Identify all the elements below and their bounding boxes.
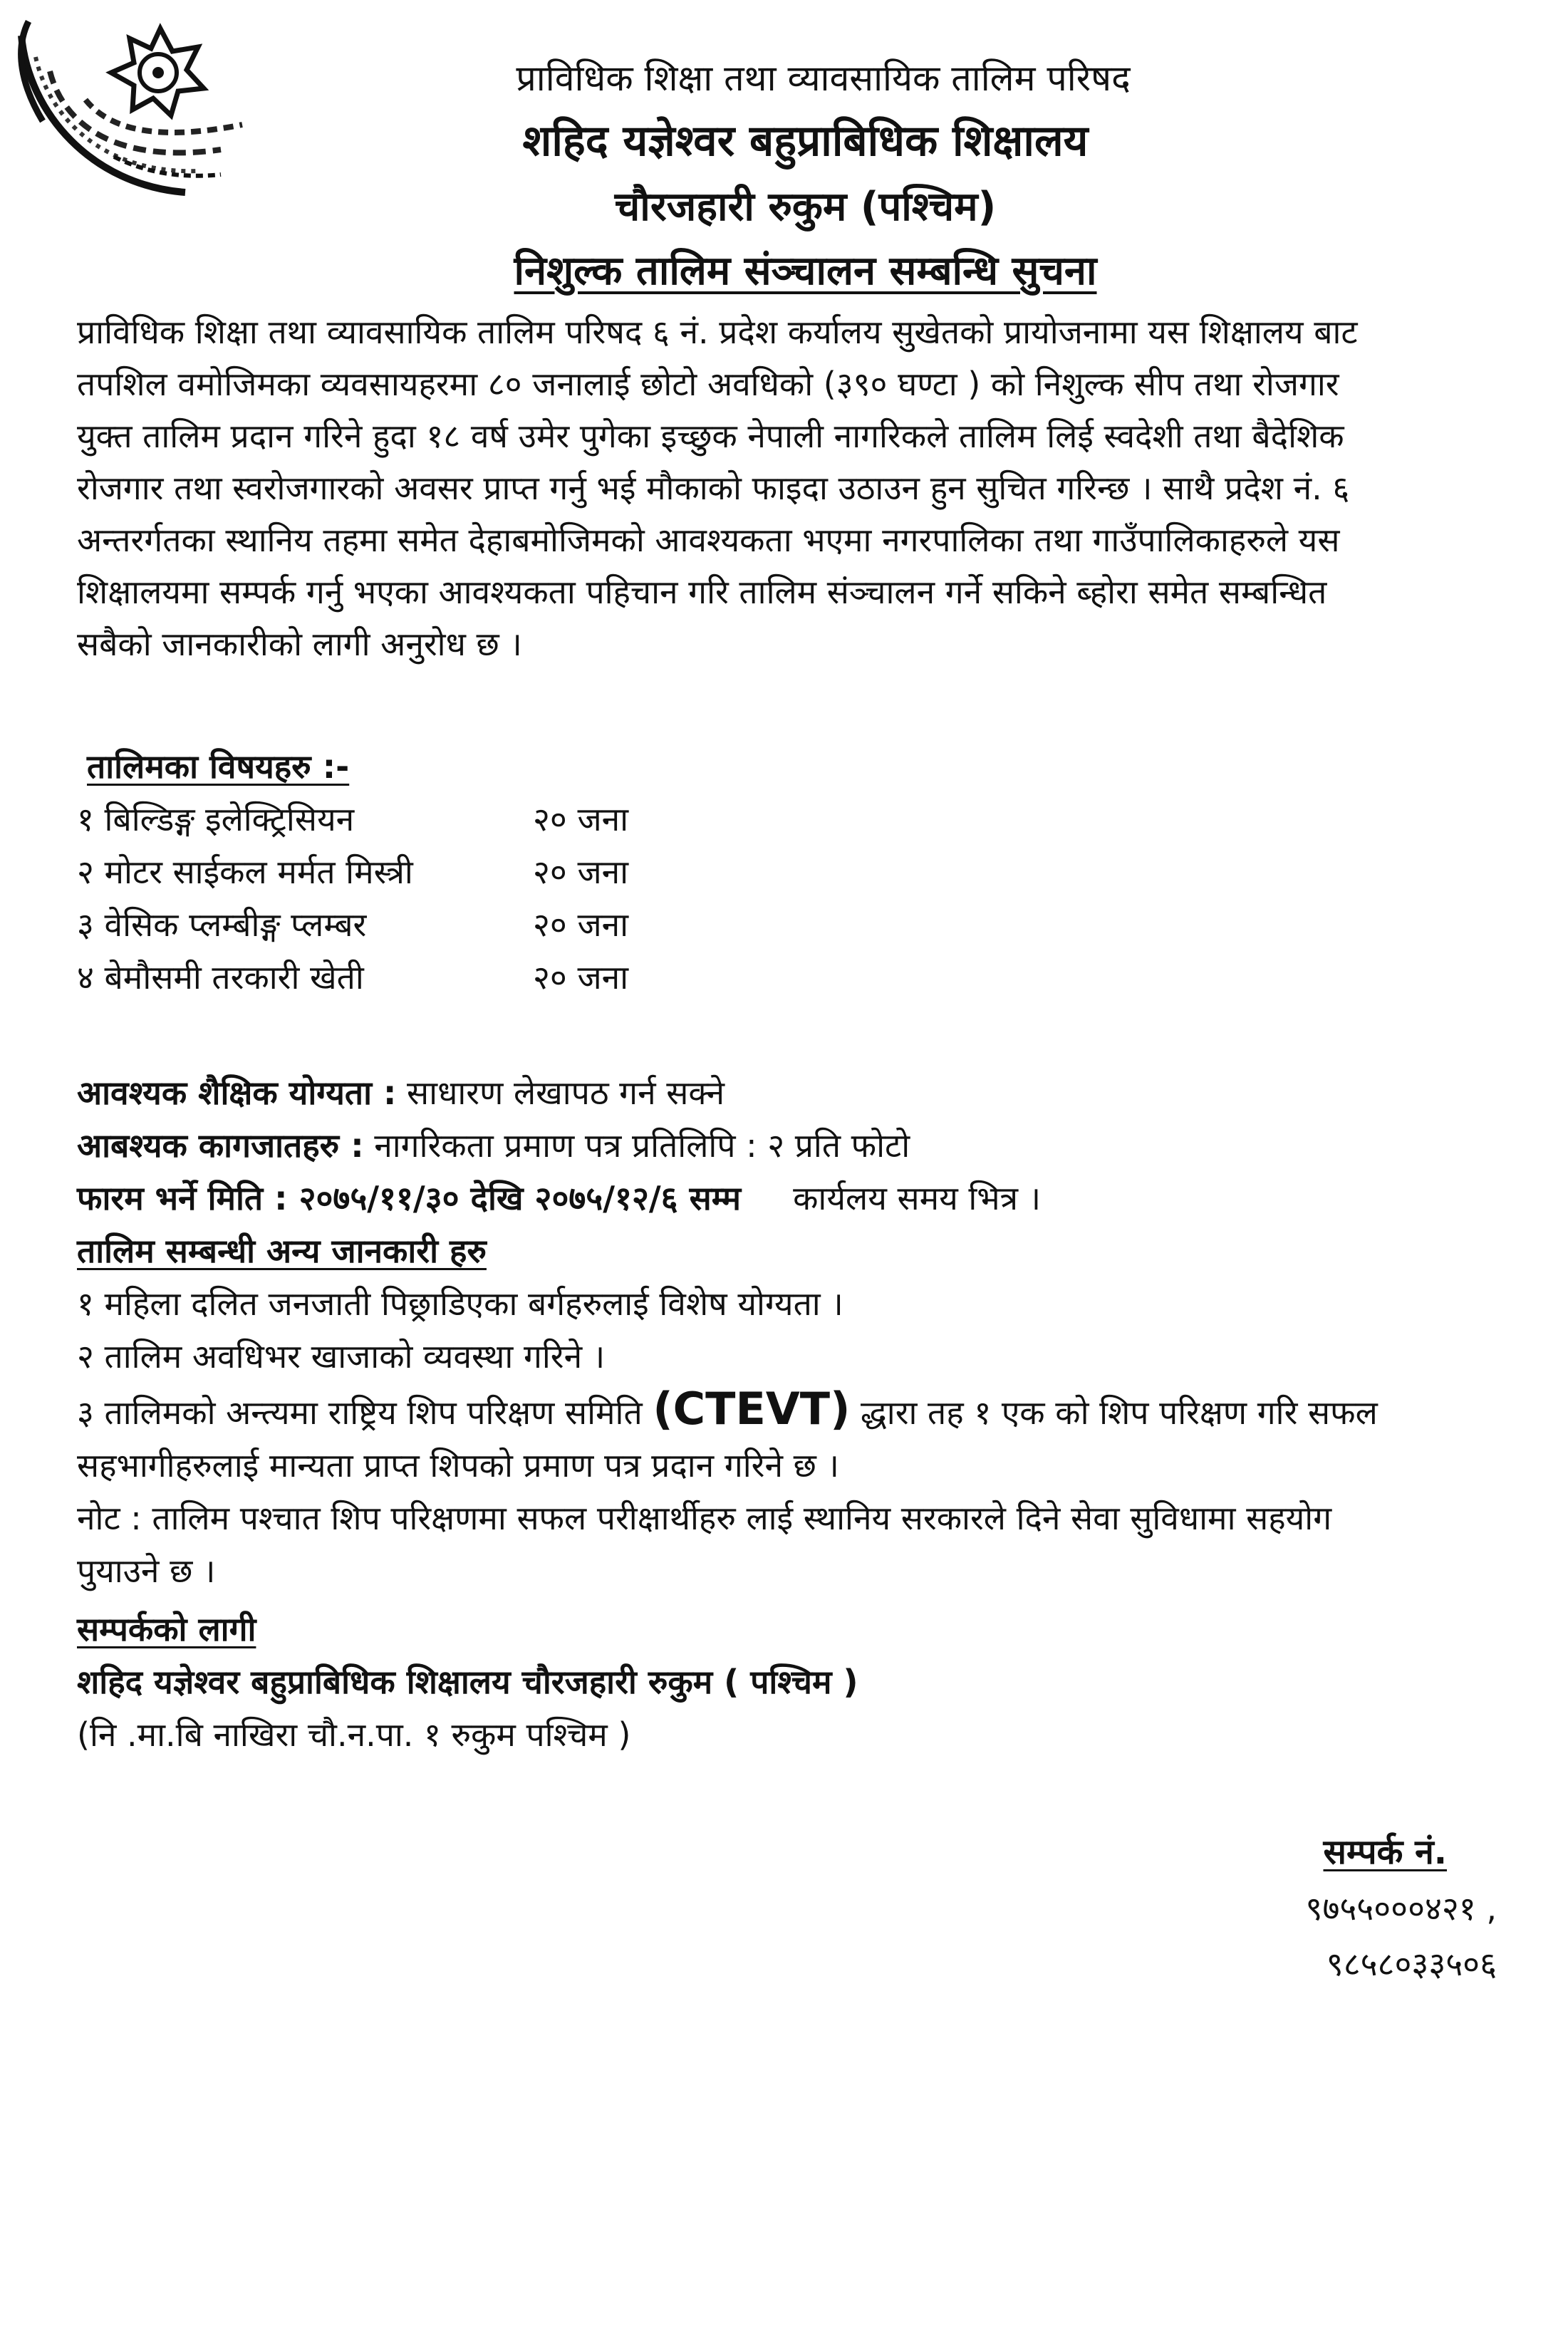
contact-school-name: शहिद यज्ञेश्वर बहुप्राबिधिक शिक्षालय चौरजहारी रुकुम ( पश्चिम )	[77, 1663, 858, 1701]
documents-row	[77, 1119, 1495, 1172]
contact-number-label: सम्पर्क नं.	[1323, 1832, 1447, 1872]
intro-line: तपशिल वमोजिमका व्यवसायहरमा ८० जनालाई छोटो अवधिको (३९० घण्टा ) को निशुल्क सीप तथा रोजगार	[77, 365, 1339, 403]
note-line: नोट : तालिम पश्चात शिप परिक्षणमा सफल परीक्षार्थीहरु लाई स्थानिय सरकारले दिने सेवा सुविधामा सहयोग	[77, 1499, 1332, 1537]
form-date-row	[77, 1172, 1495, 1225]
subject-count: २० जना	[533, 958, 629, 997]
subject-count: २० जना	[533, 800, 629, 838]
documents-value: नागरिकता प्रमाण पत्र प्रतिलिपि : २ प्रति फोटो	[363, 1126, 910, 1165]
intro-line: अन्तरर्गतका स्थानिय तहमा समेत देहाबमोजिमको आवश्यकता भएमा नगरपालिका तथा गाउँपालिकाहरुले यस	[77, 521, 1340, 559]
subject-count: २० जना	[533, 905, 629, 944]
form-date-label: फारम भर्ने मिति : २०७५/११/३० देखि २०७५/१२/६ सम्म	[77, 1179, 741, 1217]
info-item: १ महिला दलित जनजाती पिछ्राडिएका बर्गहरुलाई विशेष योग्यता ।	[77, 1284, 843, 1323]
subjects-title: तालिमका विषयहरु :-	[87, 747, 350, 786]
contact-title: सम्पर्कको लागी	[77, 1610, 256, 1648]
school-name: शहिद यज्ञेश्वर बहुप्राबिधिक शिक्षालय	[522, 116, 1089, 166]
intro-paragraph	[77, 306, 1495, 670]
notice-header	[0, 50, 1568, 303]
ctevt-label: (CTEVT)	[653, 1383, 851, 1435]
info-item-ctevt	[77, 1383, 1495, 1439]
phone-number: ९७५५०००४२१ ,	[1305, 1889, 1497, 1928]
subject-row	[77, 898, 1495, 951]
subjects-list	[77, 793, 1495, 1004]
info-item-text: ३ तालिमको अन्त्यमा राष्ट्रिय शिप परिक्षण समिति	[77, 1393, 653, 1432]
info-item: २ तालिम अवधिभर खाजाको व्यवस्था गरिने ।	[77, 1337, 606, 1376]
subject-name: ४ बेमौसमी तरकारी खेती	[77, 958, 364, 997]
form-date-value: कार्यलय समय भित्र ।	[740, 1179, 1042, 1217]
documents-label: आबश्यक कागजातहरु :	[77, 1126, 364, 1165]
qualification-row	[77, 1066, 1495, 1119]
info-item: सहभागीहरुलाई मान्यता प्राप्त शिपको प्रमाण पत्र प्रदान गरिने छ ।	[77, 1446, 839, 1485]
subject-row	[77, 846, 1495, 898]
note-line: पुयाउने छ ।	[77, 1552, 216, 1590]
council-name: प्राविधिक शिक्षा तथा व्यावसायिक तालिम परिषद	[516, 58, 1131, 99]
subject-count: २० जना	[533, 853, 629, 891]
school-location: चौरजहारी रुकुम (पश्चिम)	[614, 184, 997, 230]
phone-number: ९८५८०३३५०६	[1326, 1945, 1497, 1983]
subject-name: ३ वेसिक प्लम्बीङ्ग प्लम्बर	[77, 905, 367, 944]
subject-name: १ बिल्डिङ्ग इलेक्ट्रिसियन	[77, 800, 355, 838]
intro-line: शिक्षालयमा सम्पर्क गर्नु भएका आवश्यकता पहिचान गरि तालिम संञ्चालन गर्ने सकिने ब्होरा समेत सम्बन्धित	[77, 573, 1327, 611]
contact-numbers	[1306, 1824, 1497, 1992]
subject-row	[77, 951, 1495, 1004]
intro-line: सबैको जानकारीको लागी अनुरोध छ ।	[77, 625, 522, 663]
intro-line: रोजगार तथा स्वरोजगारको अवसर प्राप्त गर्नु भई मौकाको फाइदा उठाउन हुन सुचित गरिन्छ । साथै प्रदेश नं. ६	[77, 469, 1350, 507]
notice-title: निशुल्क तालिम संञ्चालन सम्बन्धि सुचना	[514, 248, 1097, 294]
contact-address: (नि .मा.बि नाखिरा चौ.न.पा. १ रुकुम पश्चिम )	[77, 1715, 631, 1754]
qualification-value: साधारण लेखापठ गर्न सक्ने	[396, 1074, 725, 1112]
subject-name: २ मोटर साईकल मर्मत मिस्त्री	[77, 853, 413, 891]
intro-line: युक्त तालिम प्रदान गरिने हुदा १८ वर्ष उमेर पुगेका इच्छुक नेपाली नागरिकले तालिम लिई स्वदेशी तथा बैदेशिक	[77, 417, 1344, 455]
notice-body	[77, 306, 1495, 1761]
intro-line: प्राविधिक शिक्षा तथा व्यावसायिक तालिम परिषद ६ नं. प्रदेश कर्यालय सुखेतको प्रायोजनामा यस शिक्षालय बाट	[77, 313, 1358, 351]
subject-row	[77, 793, 1495, 846]
info-item-text: द्धारा तह १ एक को शिप परिक्षण गरि सफल	[850, 1393, 1378, 1432]
qualification-label: आवश्यक शैक्षिक योग्यता :	[77, 1074, 397, 1112]
other-info-title: तालिम सम्बन्धी अन्य जानकारी हरु	[77, 1232, 487, 1270]
